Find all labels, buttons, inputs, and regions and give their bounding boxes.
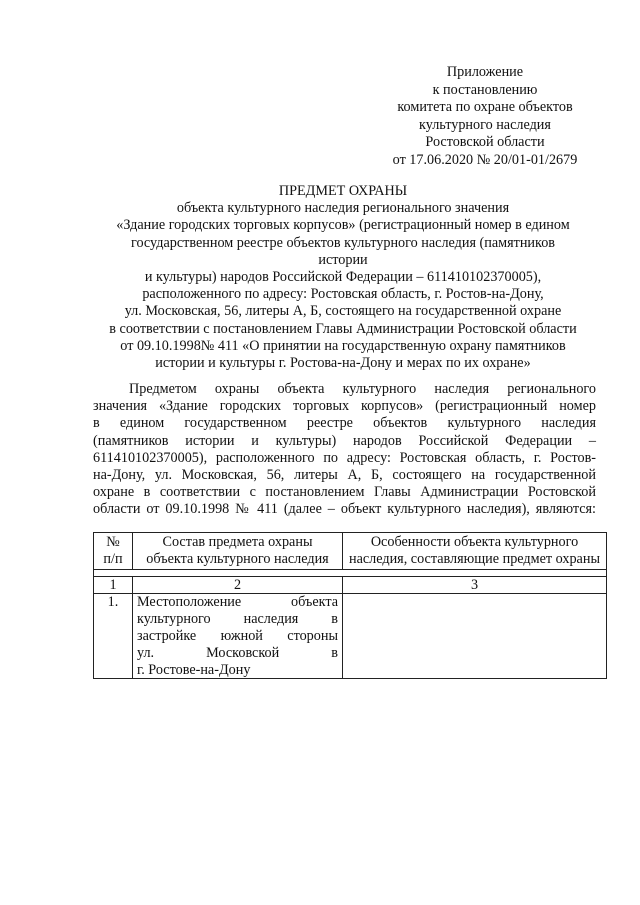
heading-line: истории и культуры г. Ростова-на-Дону и мерах по их охране»: [155, 355, 531, 372]
appendix-line: комитета по охране объектов: [397, 99, 573, 116]
column-number: 1: [94, 576, 133, 594]
table-gap: [94, 569, 607, 576]
appendix-line: к постановлению: [432, 81, 538, 98]
table-number-row: [94, 576, 607, 594]
heading-line: от 09.10.1998№ 411 «О принятии на государственную охрану памятников: [120, 337, 566, 354]
table-header-row: [94, 533, 607, 570]
heading-line: истории: [318, 251, 368, 268]
body-line: значения «Здание городских торговых корпусов» (регистрационный номер: [93, 398, 596, 415]
protection-subject-table: [93, 532, 607, 679]
body-line: охране в соответствии с постановлением Главы Администрации Ростовской: [93, 484, 596, 501]
heading-line: объекта культурного наследия регионального значения: [176, 200, 510, 217]
appendix-line: Приложение: [446, 64, 524, 80]
heading-line: и культуры) народов Российской Федерации – 611410102370005),: [144, 269, 542, 286]
header-cell-subject: Состав предмета охраны объекта культурного наследия: [133, 533, 343, 570]
column-number: 2: [133, 576, 343, 594]
heading-line: в соответствии с постановлением Главы Администрации Ростовской области: [109, 320, 577, 337]
row-number: 1.: [94, 594, 133, 679]
body-line: в едином государственном реестре объектов культурного наследия: [93, 415, 596, 432]
body-line: 611410102370005), расположенного по адресу: Ростовская область, г. Ростов-: [93, 449, 596, 466]
heading-line: государственном реестре объектов культурного наследия (памятников: [131, 234, 555, 251]
header-cell-features: Особенности объекта культурного наследия, составляющие предмет охраны: [343, 533, 607, 570]
body-line: Предметом охраны объекта культурного наследия регионального: [129, 381, 596, 397]
heading-line: «Здание городских торговых корпусов» (регистрационный номер в едином: [116, 217, 570, 234]
body-line: области от 09.10.1998 № 411 (далее – объект культурного наследия), являются:: [93, 501, 596, 518]
appendix-line: Ростовской области: [425, 134, 545, 151]
heading-line: ул. Московская, 56, литеры А, Б, состоящего на государственной охране: [124, 303, 562, 320]
body-paragraph: [93, 381, 596, 519]
body-line: (памятников истории и культуры) народов Российской Федерации –: [93, 432, 596, 449]
appendix-block: [380, 64, 590, 170]
heading-line: расположенного по адресу: Ростовская область, г. Ростов-на-Дону,: [142, 286, 544, 303]
appendix-line: культурного наследия: [419, 116, 551, 133]
body-line: на-Дону, ул. Московская, 56, литеры А, Б, состоящего на государственной: [93, 467, 596, 484]
appendix-line: от 17.06.2020 № 20/01-01/2679: [392, 151, 578, 168]
row-features: [343, 594, 607, 679]
document-heading: [88, 183, 598, 372]
header-cell-number: № п/п: [94, 533, 133, 570]
column-number: 3: [343, 576, 607, 594]
row-subject: Местоположение объекта культурного наследия в застройке южной стороны ул. Московской в г. Ростове-на-Дону: [133, 594, 343, 679]
document-title: ПРЕДМЕТ ОХРАНЫ: [278, 183, 408, 199]
table-row: [94, 594, 607, 679]
